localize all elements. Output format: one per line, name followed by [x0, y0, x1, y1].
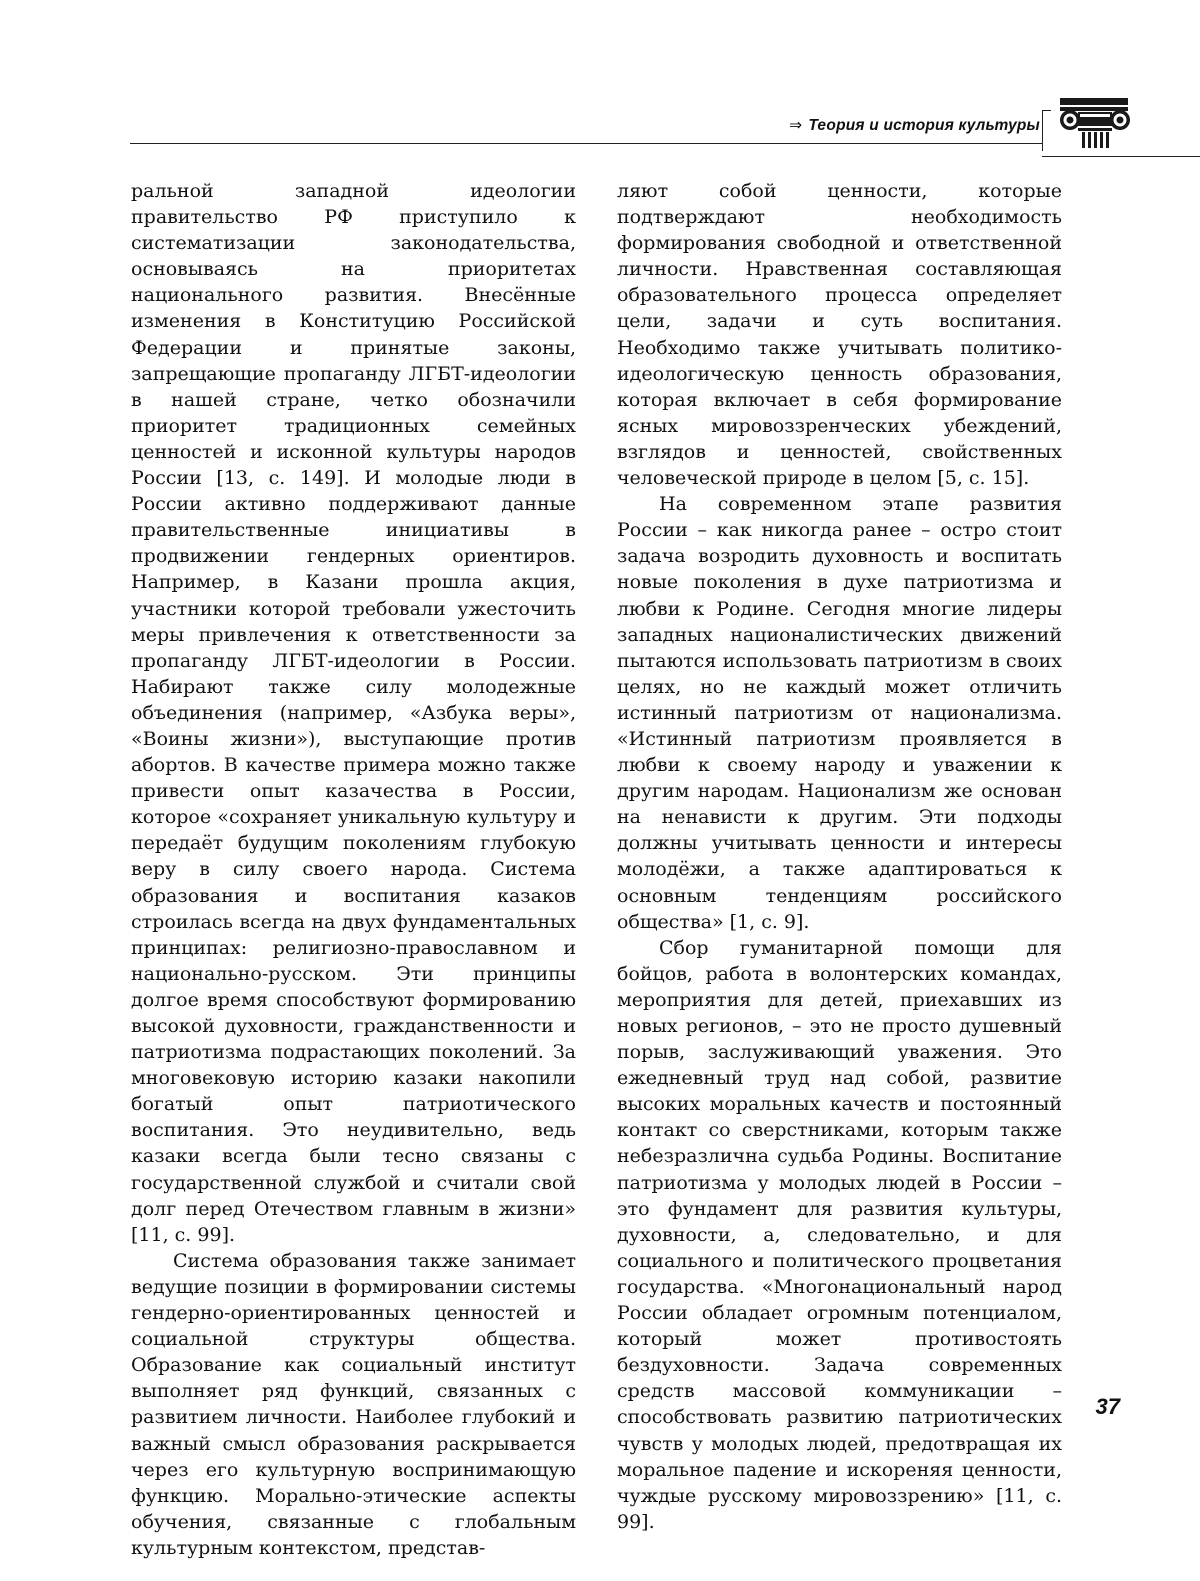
paragraph: На современном этапе развития России – как никогда ранее – остро стоит задача возродить духовность и воспитать новые поколения в духе патриотизма и любви к Родине. Сегодня многие лидеры западных националистических движений пытаются использовать патриотизм в своих целях, но не каждый может отличить истинный патриотизм от национализма. «Истинный патриотизм проявляется в любви к своему народу и уважении к другим народам. Национализм же основан на ненависти к другим. Эти подходы должны учитывать ценности и интересы молодёжи, а также адаптироваться к основным тенденциям российского общества» [1, с. 9].	[617, 493, 1062, 933]
section-title: Теория и история культуры	[808, 117, 1040, 134]
header-rule	[130, 143, 1042, 144]
arrow-icon: ⇒	[789, 117, 803, 134]
left-column	[131, 178, 576, 1561]
paragraph: ральной западной идеологии правительство РФ приступило к систематизации законодательства, основываясь на приоритетах национального развития. Внесённые изменения в Конституцию Российской Федерации и принятые законы, запрещающие пропаганду ЛГБТ-идеологии в нашей стране, четко обозначили приоритет традиционных семейных ценностей и исконной культуры народов России [13, с. 149]. И молодые люди в России активно поддерживают данные правительственные инициативы в продвижении гендерных ориентиров. Например, в Казани прошла акция, участники которой требовали ужесточить меры привлечения к ответственности за пропаганду ЛГБТ-идеологии в России. Набирают также силу молодежные объединения (например, «Азбука веры», «Воины жизни»), выступающие против абортов. В качестве примера можно также привести опыт казачества в России, которое «сохраняет уникальную культуру и передаёт будущим поколениям глубокую веру в силу своего народа. Система образования и воспитания казаков строилась всегда на двух фундаментальных принципах: религиозно-православном и национально-русском. Эти принципы долгое время способствуют формированию высокой духовности, гражданственности и патриотизма подрастающих поколений. За многовековую историю казаки накопили богатый опыт патриотического воспитания. Это неудивительно, ведь казаки всегда были тесно связаны с государственной службой и считали свой долг перед Отечеством главным в жизни» [11, с. 99].	[131, 180, 576, 1246]
right-column	[617, 178, 1062, 1535]
logo-frame	[1042, 110, 1051, 151]
paragraph: ляют собой ценности, которые подтверждают необходимость формирования свободной и ответственной личности. Нравственная составляющая образовательного процесса определяет цели, задачи и суть воспитания. Необходимо также учитывать политико-идеологическую ценность образования, которая включает в себя формирование ясных мировоззренческих убеждений, взглядов и ценностей, свойственных человеческой природе в целом [5, с. 15].	[617, 180, 1062, 490]
paragraph: Сбор гуманитарной помощи для бойцов, работа в волонтерских командах, мероприятия для детей, приехавших из новых регионов, – это не просто душевный порыв, заслуживающий уважения. Это ежедневный труд над собой, развитие высоких моральных качеств и постоянный контакт со сверстниками, которым также небезразлична судьба Родины. Воспитание патриотизма у молодых людей в России – это фундамент для развития культуры, духовности, а, следовательно, и для социального и политического процветания государства. «Многонациональный народ России обладает огромным потенциалом, который может противостоять бездуховности. Задача современных средств массовой коммуникации – способствовать развитию патриотических чувств у молодых людей, предотвращая их моральное падение и искореняя ценности, чуждые русскому мировоззрению» [11, с. 99].	[617, 936, 1062, 1533]
ionic-column-icon	[1058, 92, 1138, 148]
column-capital-logo	[1042, 92, 1190, 158]
page-number: 37	[1095, 1394, 1120, 1419]
logo-rule	[1042, 156, 1200, 157]
running-header	[130, 116, 1040, 142]
paragraph: Система образования также занимает ведущие позиции в формировании системы гендерно-ориентированных ценностей и социальной структуры общества. Образование как социальный институт выполняет ряд функций, связанных с развитием личности. Наиболее глубокий и важный смысл образования раскрывается через его культурную воспринимающую функцию. Морально-этические аспекты обучения, связанные с глобальным культурным контекстом, представ-	[131, 1249, 576, 1559]
